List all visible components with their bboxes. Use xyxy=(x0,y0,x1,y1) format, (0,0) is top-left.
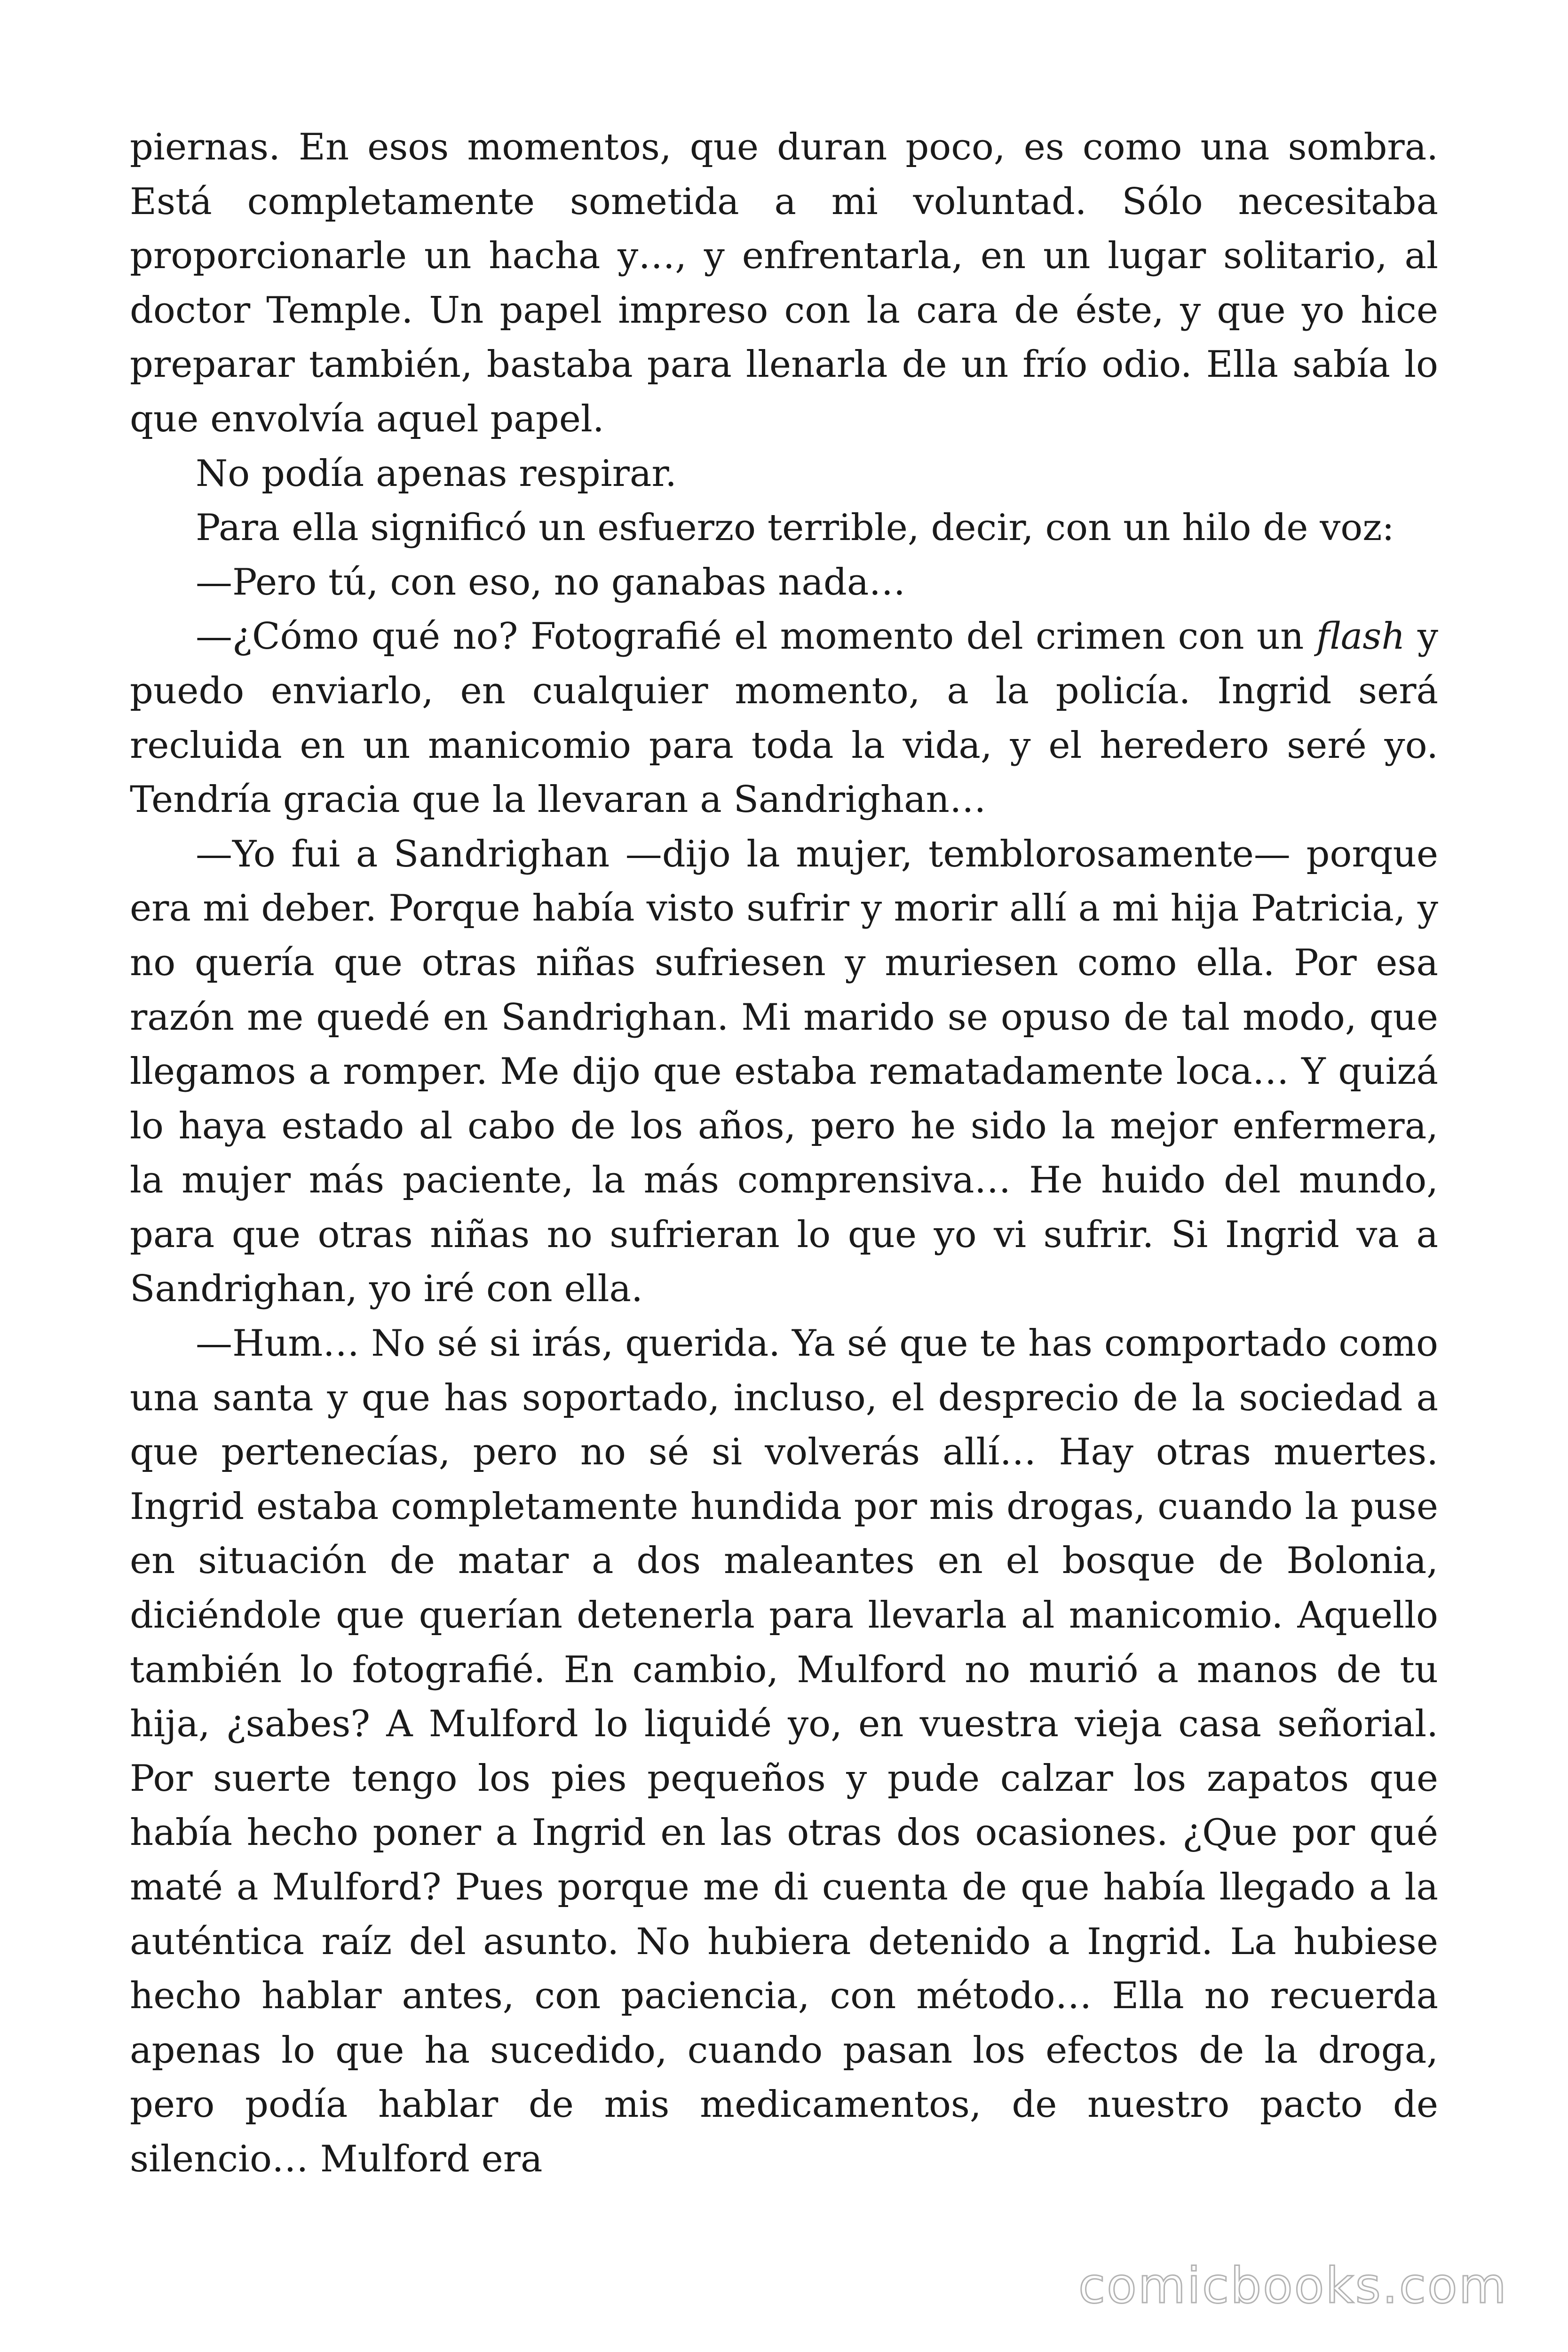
page-body-text xyxy=(130,120,1438,2187)
watermark-logo: comicbooks.com xyxy=(1078,2257,1508,2314)
paragraph-5-italic-word: flash xyxy=(1316,615,1405,658)
paragraph-1: piernas. En esos momentos, que duran poco, es como una sombra. Está completamente sometida a mi voluntad. Sólo necesitaba proporcionarle un hacha y…, y enfrentarla, en un lugar solitario, al doctor Temple. Un papel impreso con la cara de éste, y que yo hice preparar también, bastaba para llenarla de un frío odio. Ella sabía lo que envolvía aquel papel. xyxy=(130,126,1438,440)
paragraph-7: —Hum… No sé si irás, querida. Ya sé que te has comportado como una santa y que has soportado, incluso, el desprecio de la sociedad a que pertenecías, pero no sé si volverás allí… Hay otras muertes. Ingrid estaba completamente hundida por mis drogas, cuando la puse en situación de matar a dos maleantes en el bosque de Bolonia, diciéndole que querían detenerla para llevarla al manicomio. Aquello también lo fotografié. En cambio, Mulford no murió a manos de tu hija, ¿sabes? A Mulford lo liquidé yo, en vuestra vieja casa señorial. Por suerte tengo los pies pequeños y pude calzar los zapatos que había hecho poner a Ingrid en las otras dos ocasiones. ¿Que por qué maté a Mulford? Pues porque me di cuenta de que había llegado a la auténtica raíz del asunto. No hubiera detenido a Ingrid. La hubiese hecho hablar antes, con paciencia, con método… Ella no recuerda apenas lo que ha sucedido, cuando pasan los efectos de la droga, pero podía hablar de mis medicamentos, de nuestro pacto de silencio… Mulford era xyxy=(130,1322,1438,2180)
paragraph-5-text-before: —¿Cómo qué no? Fotografié el momento del crimen con un xyxy=(196,615,1316,658)
paragraph-6: —Yo fui a Sandrighan —dijo la mujer, temblorosamente— porque era mi deber. Porque había visto sufrir y morir allí a mi hija Patricia, y no quería que otras niñas sufriesen y muriesen como ella. Por esa razón me quedé en Sandrighan. Mi marido se opuso de tal modo, que llegamos a romper. Me dijo que estaba rematadamente loca… Y quizá lo haya estado al cabo de los años, pero he sido la mejor enfermera, la mujer más paciente, la más comprensiva… He huido del mundo, para que otras niñas no sufrieran lo que yo vi sufrir. Si Ingrid va a Sandrighan, yo iré con ella. xyxy=(130,833,1438,1311)
paragraph-5-text-after: y puedo enviarlo, en cualquier momento, a la policía. Ingrid será recluida en un manicomio para toda la vida, y el heredero seré yo. Tendría gracia que la llevaran a Sandrighan… xyxy=(130,615,1438,821)
paragraph-3: Para ella significó un esfuerzo terrible, decir, con un hilo de voz: xyxy=(196,507,1394,549)
paragraph-4: —Pero tú, con eso, no ganabas nada… xyxy=(196,561,906,604)
paragraph-5 xyxy=(130,610,1438,827)
paragraph-2: No podía apenas respirar. xyxy=(196,452,677,495)
